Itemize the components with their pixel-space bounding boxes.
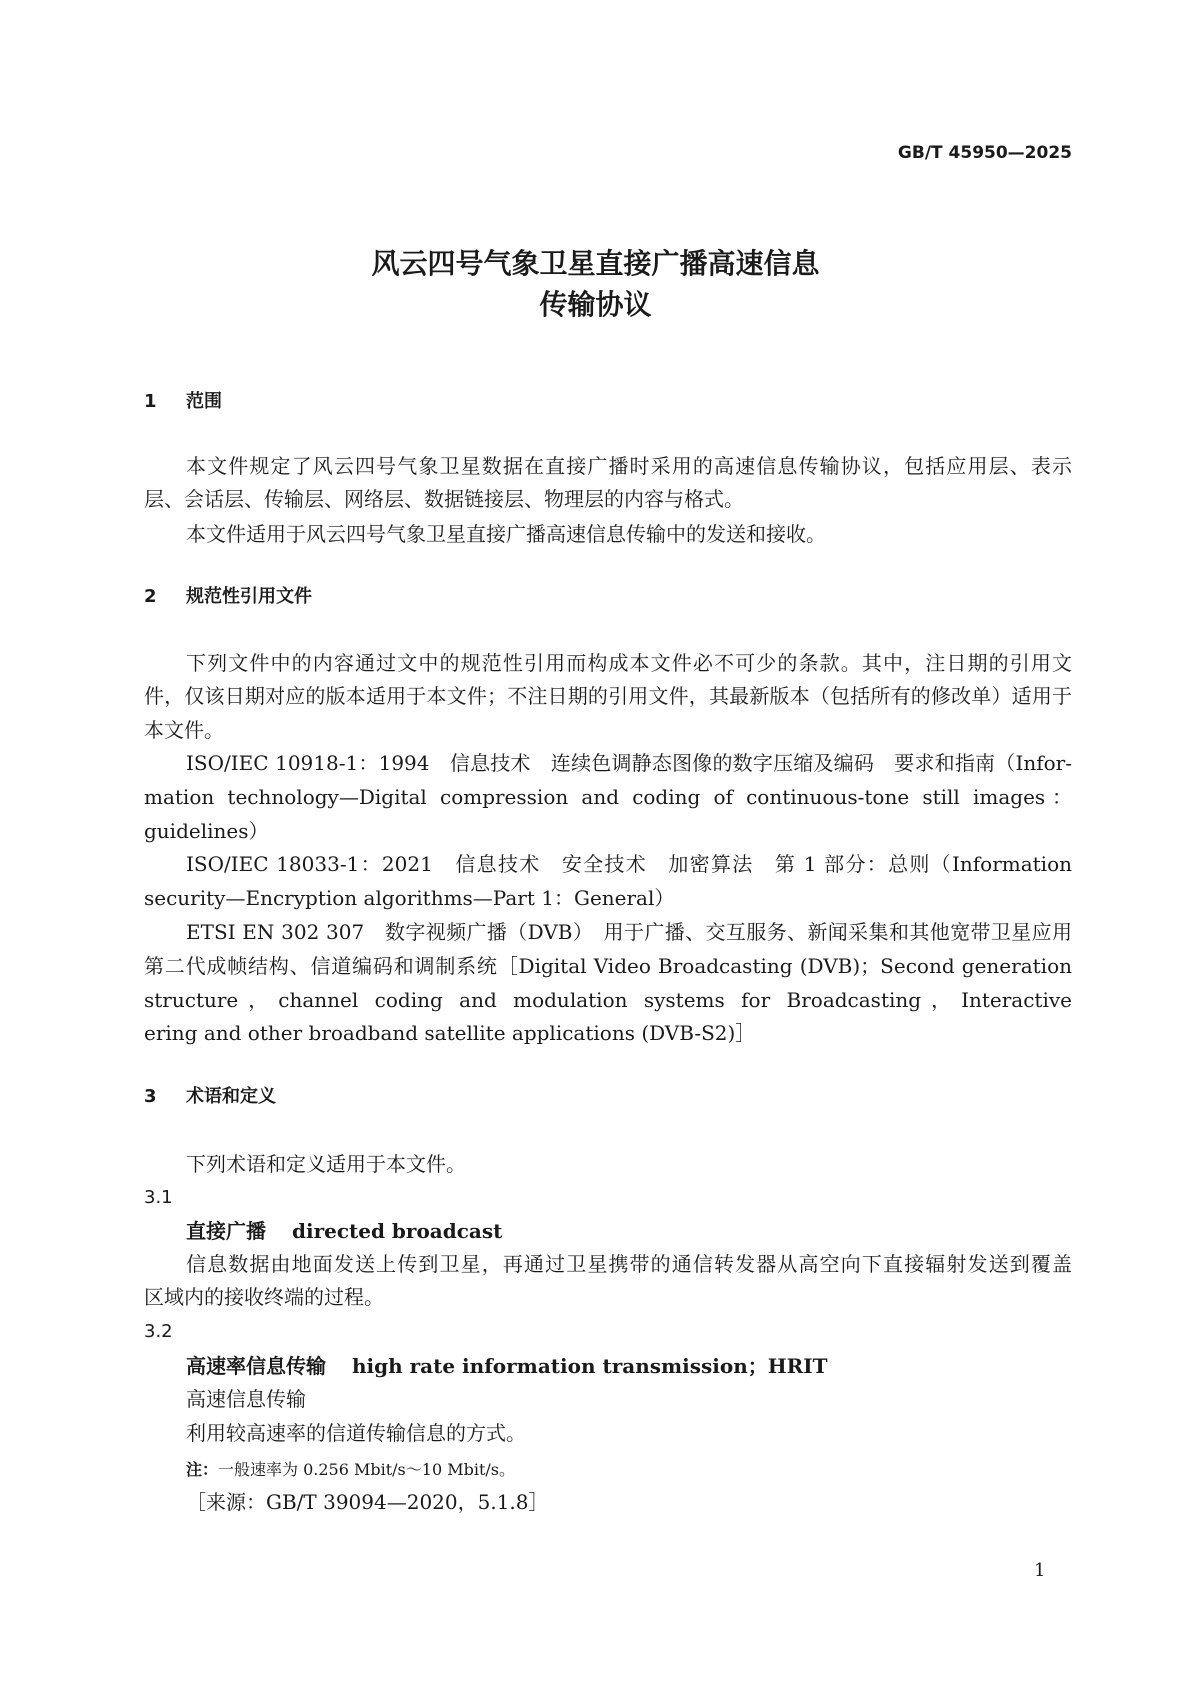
- note-label: 注：: [186, 1460, 219, 1479]
- paragraph-line: 下列术语和定义适用于本文件。: [186, 1152, 466, 1176]
- reference-line: ISO/IEC 18033-1：2021 信息技术 安全技术 加密算法 第 1 部分：总则（Information: [186, 852, 1072, 876]
- reference-line: ering and other broadband satellite applications (DVB-S2)］: [144, 1021, 756, 1045]
- paragraph-line: 层、会话层、传输层、网络层、数据链接层、物理层的内容与格式。: [144, 487, 744, 511]
- term-zh: 高速率信息传输: [186, 1354, 326, 1378]
- term-source: ［来源：GB/T 39094—2020，5.1.8］: [186, 1490, 549, 1514]
- reference-line: structure，channel coding and modulation systems for Broadcasting，Interactive: [144, 988, 1072, 1012]
- section-title: 术语和定义: [186, 1086, 276, 1107]
- section-1-heading: [144, 385, 222, 419]
- term-note: [186, 1453, 515, 1487]
- reference-line: mation technology—Digital compression and coding of continuous-tone still images：: [144, 785, 1072, 809]
- term-number: 3.1: [144, 1187, 173, 1208]
- page-number: 1: [1034, 1560, 1046, 1581]
- section-3-heading: [144, 1080, 276, 1114]
- paragraph-line: 本文件。: [144, 718, 224, 742]
- term-number: 3.2: [144, 1321, 173, 1342]
- section-2-heading: [144, 580, 312, 614]
- term-synonym: 高速信息传输: [186, 1387, 306, 1411]
- paragraph-line: 件，仅该日期对应的版本适用于本文件；不注日期的引用文件，其最新版本（包括所有的修改单）适用于: [144, 684, 1072, 708]
- standard-code: GB/T 45950—2025: [897, 143, 1072, 163]
- reference-line: ISO/IEC 10918-1：1994 信息技术 连续色调静态图像的数字压缩及编码 要求和指南（Infor-: [186, 751, 1072, 775]
- term-en: directed broadcast: [292, 1219, 503, 1243]
- reference-line: 第二代成帧结构、信道编码和调制系统［Digital Video Broadcasting (DVB)；Second generation: [144, 954, 1072, 978]
- section-number: 3: [144, 1086, 157, 1107]
- definition-line: 区域内的接收终端的过程。: [144, 1285, 384, 1309]
- section-title: 范围: [186, 391, 222, 412]
- document-title-line-1: 风云四号气象卫星直接广播高速信息: [371, 247, 820, 280]
- reference-line: ETSI EN 302 307 数字视频广播（DVB） 用于广播、交互服务、新闻采集和其他宽带卫星应用: [186, 920, 1072, 944]
- term-heading: [186, 1349, 828, 1383]
- reference-line: guidelines）: [144, 819, 269, 843]
- reference-line: security—Encryption algorithms—Part 1：General）: [144, 886, 675, 910]
- note-text: 一般速率为 0.256 Mbit/s～10 Mbit/s。: [218, 1460, 515, 1479]
- term-heading: [186, 1214, 502, 1248]
- section-title: 规范性引用文件: [186, 586, 312, 607]
- paragraph-line: 本文件适用于风云四号气象卫星直接广播高速信息传输中的发送和接收。: [186, 522, 826, 546]
- section-number: 2: [144, 586, 157, 607]
- paragraph-line: 本文件规定了风云四号气象卫星数据在直接广播时采用的高速信息传输协议，包括应用层、表示: [186, 454, 1072, 478]
- section-number: 1: [144, 391, 157, 412]
- term-zh: 直接广播: [186, 1219, 266, 1243]
- definition-line: 信息数据由地面发送上传到卫星，再通过卫星携带的通信转发器从高空向下直接辐射发送到覆盖: [186, 1252, 1072, 1276]
- document-title-line-2: 传输协议: [539, 288, 652, 321]
- definition-line: 利用较高速率的信道传输信息的方式。: [186, 1421, 526, 1445]
- term-en: high rate information transmission；HRIT: [352, 1354, 828, 1378]
- paragraph-line: 下列文件中的内容通过文中的规范性引用而构成本文件必不可少的条款。其中，注日期的引用文: [186, 651, 1072, 675]
